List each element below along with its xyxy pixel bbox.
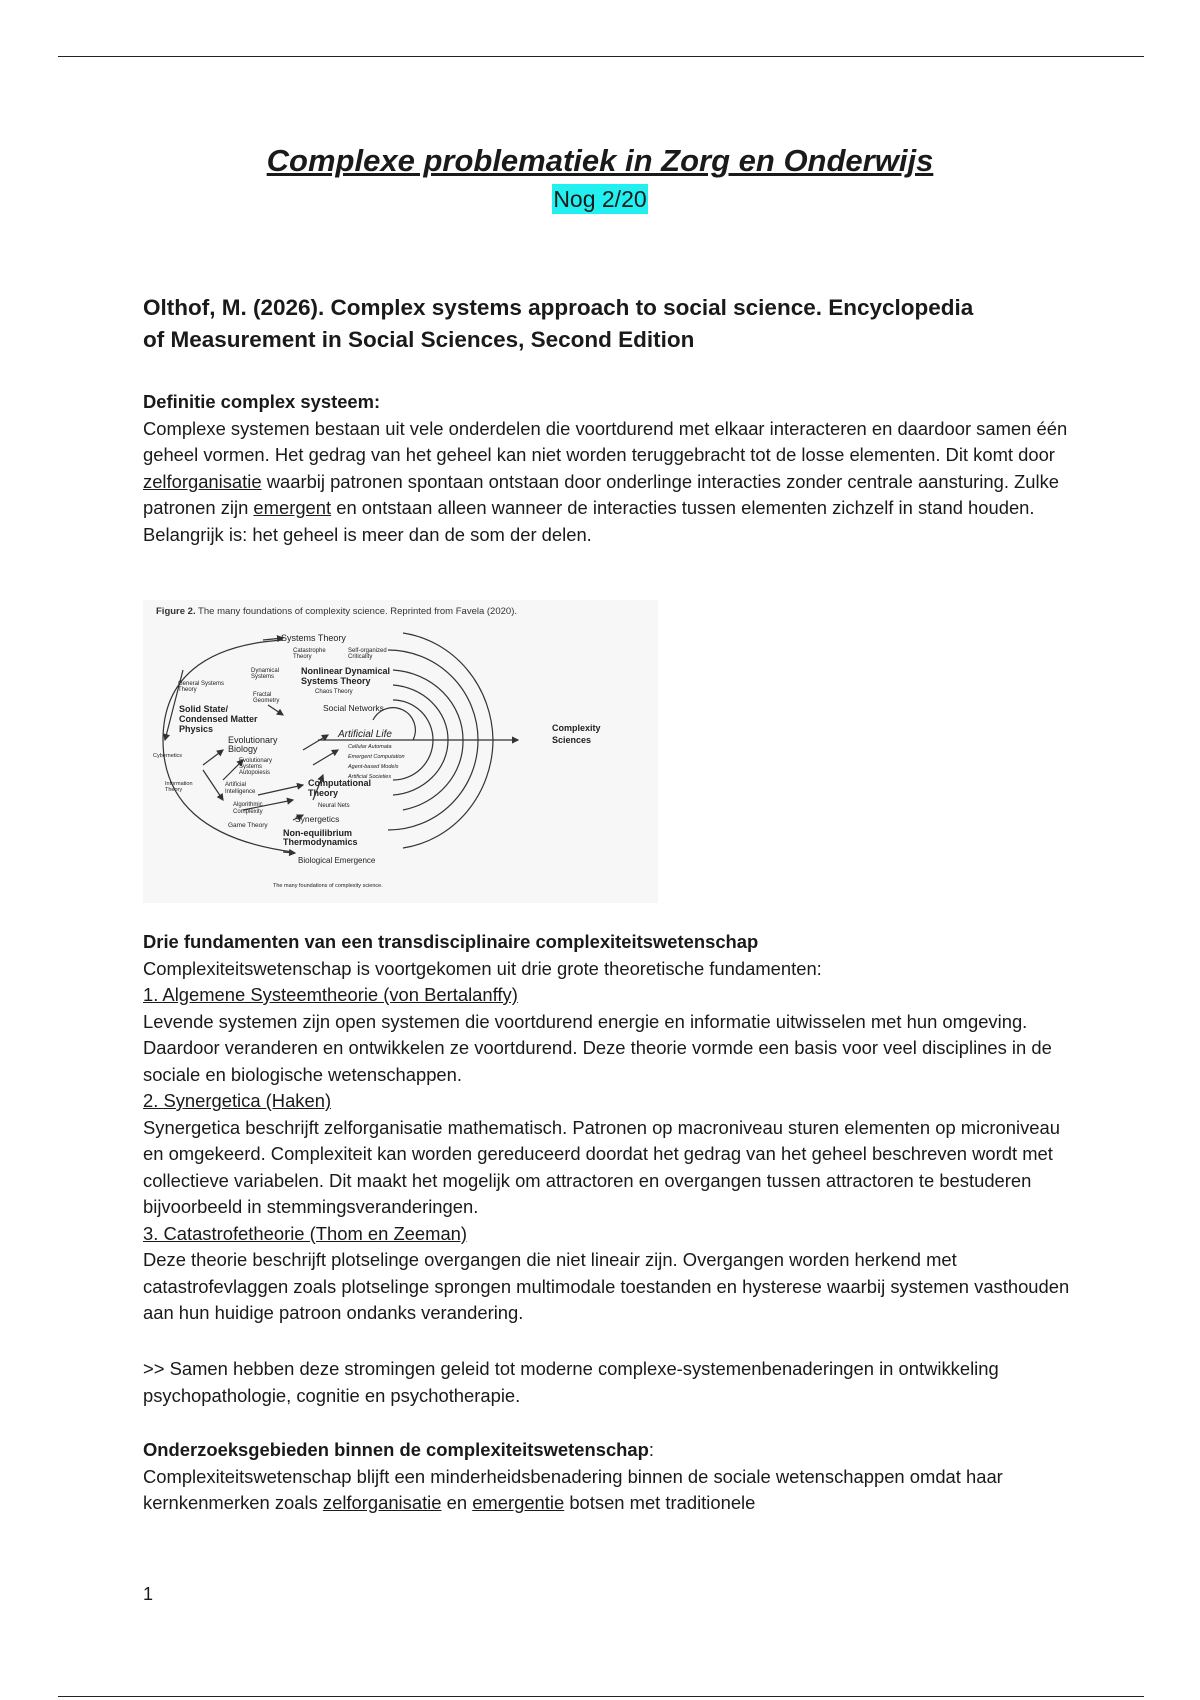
research-section bbox=[143, 1437, 1073, 1517]
highlighted-subtitle: Nog 2/20 bbox=[553, 186, 647, 212]
reference-heading bbox=[143, 292, 1073, 356]
subtitle-wrap bbox=[0, 184, 1200, 214]
foundations-summary: >> Samen hebben deze stromingen geleid tot moderne complexe-systemenbenaderingen in ontwikkeling psychopathologie, cognitie en psychotherapie. bbox=[143, 1358, 999, 1406]
bottom-rule bbox=[58, 1696, 1144, 1697]
svg-text:Intelligence: Intelligence bbox=[225, 789, 256, 795]
svg-text:Information: Information bbox=[165, 781, 193, 787]
foundation-3-text: Deze theorie beschrijft plotselinge overgangen die niet lineair zijn. Overgangen worden herkend met catastrofevlaggen zoals plotselinge sprongen multimodale toestanden en hysterese waarbij systemen vasthouden aan hun huidige patroon ondanks verandering. bbox=[143, 1249, 1070, 1323]
svg-text:Geometry: Geometry bbox=[253, 698, 280, 704]
svg-text:Theory: Theory bbox=[178, 687, 197, 693]
foundation-2-text: Synergetica beschrijft zelforganisatie mathematisch. Patronen op macroniveau sturen elementen op microniveau en omgekeerd. Complexiteit kan worden gereduceerd doordat het gedrag van het geheel beschreven wordt met collectieve variabelen. Dit maakt het mogelijk om attractoren en overgangen tussen attractoren te bestuderen bijvoorbeeld in stemmingsveranderingen. bbox=[143, 1116, 1060, 1217]
svg-text:Chaos Theory: Chaos Theory bbox=[315, 689, 353, 695]
svg-text:Evolutionary: Evolutionary bbox=[228, 735, 278, 745]
svg-text:Emergent Computation: Emergent Computation bbox=[348, 754, 405, 760]
foundations-section bbox=[143, 929, 1073, 1327]
svg-text:Dynamical: Dynamical bbox=[251, 668, 280, 674]
svg-text:Systems: Systems bbox=[239, 764, 263, 770]
complexity-foundations-figure bbox=[143, 600, 658, 903]
research-text-3: botsen met traditionele bbox=[564, 1492, 756, 1513]
research-heading-colon: : bbox=[648, 1439, 654, 1460]
term-emergentie: emergentie bbox=[472, 1492, 565, 1513]
foundation-2-title: 2. Synergetica (Haken) bbox=[143, 1090, 332, 1111]
svg-text:Neural Nets: Neural Nets bbox=[318, 803, 350, 809]
svg-text:Criticality: Criticality bbox=[348, 654, 373, 660]
svg-text:Thermodynamics: Thermodynamics bbox=[283, 837, 358, 847]
term-zelforganisatie: zelforganisatie bbox=[143, 470, 262, 492]
term-zelforganisatie-2: zelforganisatie bbox=[322, 1492, 442, 1513]
svg-text:Artificial Societies: Artificial Societies bbox=[348, 774, 392, 780]
svg-text:Game Theory: Game Theory bbox=[228, 822, 268, 829]
definition-text-2: waarbij patronen spontaan ontstaan door onderlinge interacties zonder centrale aansturing. Zulke patronen zijn bbox=[143, 470, 1060, 518]
svg-text:Autopoiesis: Autopoiesis bbox=[239, 770, 271, 776]
label-computational-theory: Computational bbox=[308, 778, 371, 788]
svg-text:The many foundations of comple: The many foundations of complexity science. bbox=[273, 883, 383, 889]
label-biological-emergence: Biological Emergence bbox=[298, 856, 376, 865]
svg-text:Systems: Systems bbox=[251, 674, 275, 680]
svg-text:Theory: Theory bbox=[308, 788, 339, 798]
svg-text:Systems Theory: Systems Theory bbox=[301, 676, 371, 686]
svg-text:Evolutionary: Evolutionary bbox=[239, 758, 273, 764]
term-emergent: emergent bbox=[253, 497, 332, 518]
svg-text:Artificial: Artificial bbox=[225, 782, 247, 788]
foundations-intro: Complexiteitswetenschap is voortgekomen uit drie grote theoretische fundamenten: bbox=[143, 957, 822, 979]
svg-text:Sciences: Sciences bbox=[552, 735, 592, 745]
research-text-2: en bbox=[441, 1492, 473, 1513]
summary-section bbox=[143, 1356, 1073, 1409]
svg-text:Biology: Biology bbox=[228, 744, 258, 754]
svg-text:Synergetics: Synergetics bbox=[295, 814, 340, 824]
foundation-1-text: Levende systemen zijn open systemen die voortdurend energie en informatie uitwisselen met hun omgeving. Daardoor veranderen en ontwikkelen ze voortdurend. Deze theorie vormde een basis voor veel disciplines in de sociale en biologische wetenschappen. bbox=[143, 1010, 1052, 1085]
figure-labels bbox=[153, 633, 601, 889]
foundation-3-title: 3. Catastrofetheorie (Thom en Zeeman) bbox=[143, 1222, 468, 1244]
svg-text:Theory: Theory bbox=[165, 787, 183, 793]
svg-text:Physics: Physics bbox=[179, 724, 214, 734]
research-text-1: Complexiteitswetenschap blijft een minderheidsbenadering binnen de sociale wetenschappen omdat haar kernkenmerken zoals bbox=[143, 1465, 1003, 1513]
page-number: 1 bbox=[143, 1584, 154, 1604]
definition-text-1: Complexe systemen bestaan uit vele onderdelen die voortdurend met elkaar interacteren en daardoor samen één geheel vormen. Het gedrag van het geheel kan niet worden teruggebracht tot de losse elementen. Dit komt door bbox=[143, 417, 1068, 465]
svg-text:Cybernetics: Cybernetics bbox=[153, 753, 183, 759]
svg-text:Fractal: Fractal bbox=[253, 692, 272, 698]
svg-text:General Systems: General Systems bbox=[178, 681, 225, 687]
label-nonlinear: Nonlinear Dynamical bbox=[301, 666, 391, 676]
label-complexity-sciences: Complexity bbox=[552, 723, 601, 733]
svg-text:Theory: Theory bbox=[293, 654, 312, 660]
definition-paragraph bbox=[143, 416, 1073, 549]
svg-text:Agent-based Models: Agent-based Models bbox=[348, 764, 399, 770]
label-non-equilibrium: Non-equilibrium bbox=[283, 828, 352, 838]
definition-heading: Definitie complex systeem: bbox=[143, 391, 381, 412]
label-social-networks: Social Networks bbox=[323, 703, 384, 713]
definition-section bbox=[143, 389, 1073, 548]
research-paragraph bbox=[143, 1464, 1073, 1517]
svg-text:Complexity: Complexity bbox=[233, 809, 263, 815]
svg-text:Condensed Matter: Condensed Matter bbox=[179, 714, 258, 724]
foundations-heading: Drie fundamenten van een transdisciplinaire complexiteitswetenschap bbox=[143, 931, 759, 952]
svg-text:Solid State/: Solid State/ bbox=[179, 704, 229, 714]
top-rule bbox=[58, 56, 1144, 57]
definition-text-3: en ontstaan alleen wanneer de interacties tussen elementen zichzelf in stand houden. Belangrijk is: het geheel is meer dan de som der delen. bbox=[143, 497, 1035, 545]
document-title: Complexe problematiek in Zorg en Onderwijs bbox=[266, 143, 934, 178]
svg-text:Cellular Automata: Cellular Automata bbox=[348, 744, 392, 750]
svg-text:Catastrophe: Catastrophe bbox=[293, 648, 326, 654]
svg-text:Algorithmic: Algorithmic bbox=[233, 802, 263, 808]
figure-caption: Figure 2. The many foundations of complexity science. Reprinted from Favela (2020). bbox=[156, 606, 517, 617]
svg-text:Self-organized: Self-organized bbox=[348, 648, 387, 654]
research-heading: Onderzoeksgebieden binnen de complexiteitswetenschap bbox=[143, 1439, 649, 1460]
research-heading-line bbox=[143, 1437, 1073, 1464]
reference-line-1: Olthof, M. (2026). Complex systems approach to social science. Encyclopedia bbox=[143, 295, 974, 320]
reference-line-2: of Measurement in Social Sciences, Second Edition bbox=[143, 327, 695, 352]
label-artificial-life: Artificial Life bbox=[338, 729, 392, 740]
label-systems-theory: Systems Theory bbox=[281, 633, 346, 643]
foundation-1-title: 1. Algemene Systeemtheorie (von Bertalanffy) bbox=[143, 984, 518, 1005]
